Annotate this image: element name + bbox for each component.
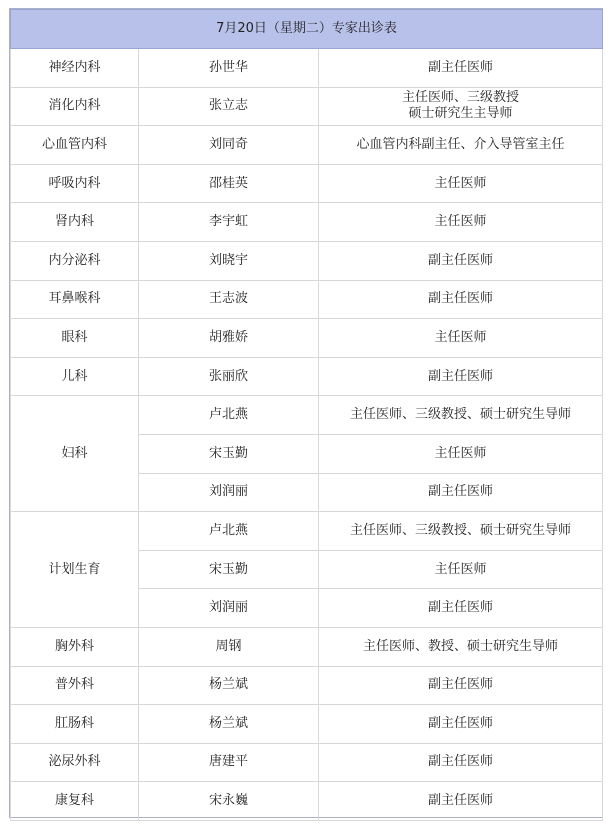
title-cell: 副主任医师 bbox=[319, 280, 603, 319]
table-row bbox=[11, 666, 603, 705]
department-cell: 呼吸内科 bbox=[11, 164, 139, 203]
doctor-cell: 周钢 bbox=[139, 627, 319, 666]
title-row bbox=[11, 10, 603, 49]
department-cell: 肛肠科 bbox=[11, 705, 139, 744]
title-line-1: 主任医师、三级教授 bbox=[402, 90, 520, 106]
table-row bbox=[11, 87, 603, 126]
department-cell: 心血管内科 bbox=[11, 126, 139, 165]
title-line-2: 硕士研究生主导师 bbox=[408, 106, 513, 122]
title-cell: 主任医师、三级教授、硕士研究生导师 bbox=[319, 512, 603, 551]
department-cell: 妇科 bbox=[11, 396, 139, 512]
doctor-cell: 杨兰斌 bbox=[139, 666, 319, 705]
table-row bbox=[11, 396, 603, 435]
doctor-cell: 孙世华 bbox=[139, 49, 319, 88]
department-cell: 计划生育 bbox=[11, 512, 139, 628]
department-cell: 神经内科 bbox=[11, 49, 139, 88]
department-cell: 康复科 bbox=[11, 782, 139, 821]
doctor-cell: 胡雅娇 bbox=[139, 319, 319, 358]
table-row bbox=[11, 241, 603, 280]
title-cell: 主任医师 bbox=[319, 203, 603, 242]
title-cell: 副主任医师 bbox=[319, 49, 603, 88]
doctor-cell: 李宇虹 bbox=[139, 203, 319, 242]
doctor-cell: 刘晓宇 bbox=[139, 241, 319, 280]
title-cell: 副主任医师 bbox=[319, 589, 603, 628]
table-row bbox=[11, 280, 603, 319]
department-cell: 耳鼻喉科 bbox=[11, 280, 139, 319]
title-cell: 副主任医师 bbox=[319, 241, 603, 280]
table-row bbox=[11, 203, 603, 242]
title-cell: 副主任医师 bbox=[319, 782, 603, 821]
title-cell: 副主任医师 bbox=[319, 357, 603, 396]
title-cell: 主任医师、教授、硕士研究生导师 bbox=[319, 627, 603, 666]
doctor-cell: 宋永巍 bbox=[139, 782, 319, 821]
department-cell: 儿科 bbox=[11, 357, 139, 396]
doctor-cell: 杨兰斌 bbox=[139, 705, 319, 744]
table-row bbox=[11, 49, 603, 88]
title-cell: 心血管内科副主任、介入导管室主任 bbox=[319, 126, 603, 165]
doctor-cell: 张丽欣 bbox=[139, 357, 319, 396]
title-cell: 副主任医师 bbox=[319, 705, 603, 744]
doctor-cell: 刘润丽 bbox=[139, 473, 319, 512]
doctor-cell: 卢北燕 bbox=[139, 396, 319, 435]
doctor-cell: 刘同奇 bbox=[139, 126, 319, 165]
title-cell: 主任医师 bbox=[319, 164, 603, 203]
title-cell: 主任医师 bbox=[319, 550, 603, 589]
doctor-cell: 王志波 bbox=[139, 280, 319, 319]
table-row bbox=[11, 782, 603, 821]
table-row bbox=[11, 164, 603, 203]
doctor-cell: 张立志 bbox=[139, 87, 319, 126]
table-row bbox=[11, 357, 603, 396]
department-cell: 内分泌科 bbox=[11, 241, 139, 280]
table-row bbox=[11, 743, 603, 782]
department-cell: 泌尿外科 bbox=[11, 743, 139, 782]
doctor-cell: 宋玉勤 bbox=[139, 434, 319, 473]
table-row bbox=[11, 705, 603, 744]
title-cell: 主任医师、三级教授、硕士研究生导师 bbox=[319, 396, 603, 435]
department-cell: 眼科 bbox=[11, 319, 139, 358]
doctor-cell: 宋玉勤 bbox=[139, 550, 319, 589]
doctor-cell: 刘润丽 bbox=[139, 589, 319, 628]
doctor-cell: 邵桂英 bbox=[139, 164, 319, 203]
department-cell: 肾内科 bbox=[11, 203, 139, 242]
doctor-cell: 卢北燕 bbox=[139, 512, 319, 551]
title-cell: 副主任医师 bbox=[319, 743, 603, 782]
title-cell: 副主任医师 bbox=[319, 473, 603, 512]
title-cell bbox=[319, 87, 603, 126]
title-cell: 主任医师 bbox=[319, 434, 603, 473]
table-title: 7月20日（星期二）专家出诊表 bbox=[11, 10, 603, 49]
department-cell: 胸外科 bbox=[11, 627, 139, 666]
department-cell: 消化内科 bbox=[11, 87, 139, 126]
title-cell: 副主任医师 bbox=[319, 666, 603, 705]
department-cell: 普外科 bbox=[11, 666, 139, 705]
doctor-cell: 唐建平 bbox=[139, 743, 319, 782]
title-cell: 主任医师 bbox=[319, 319, 603, 358]
table-row bbox=[11, 319, 603, 358]
table-row bbox=[11, 512, 603, 551]
schedule-table bbox=[10, 9, 603, 821]
table-row bbox=[11, 126, 603, 165]
table-row bbox=[11, 627, 603, 666]
